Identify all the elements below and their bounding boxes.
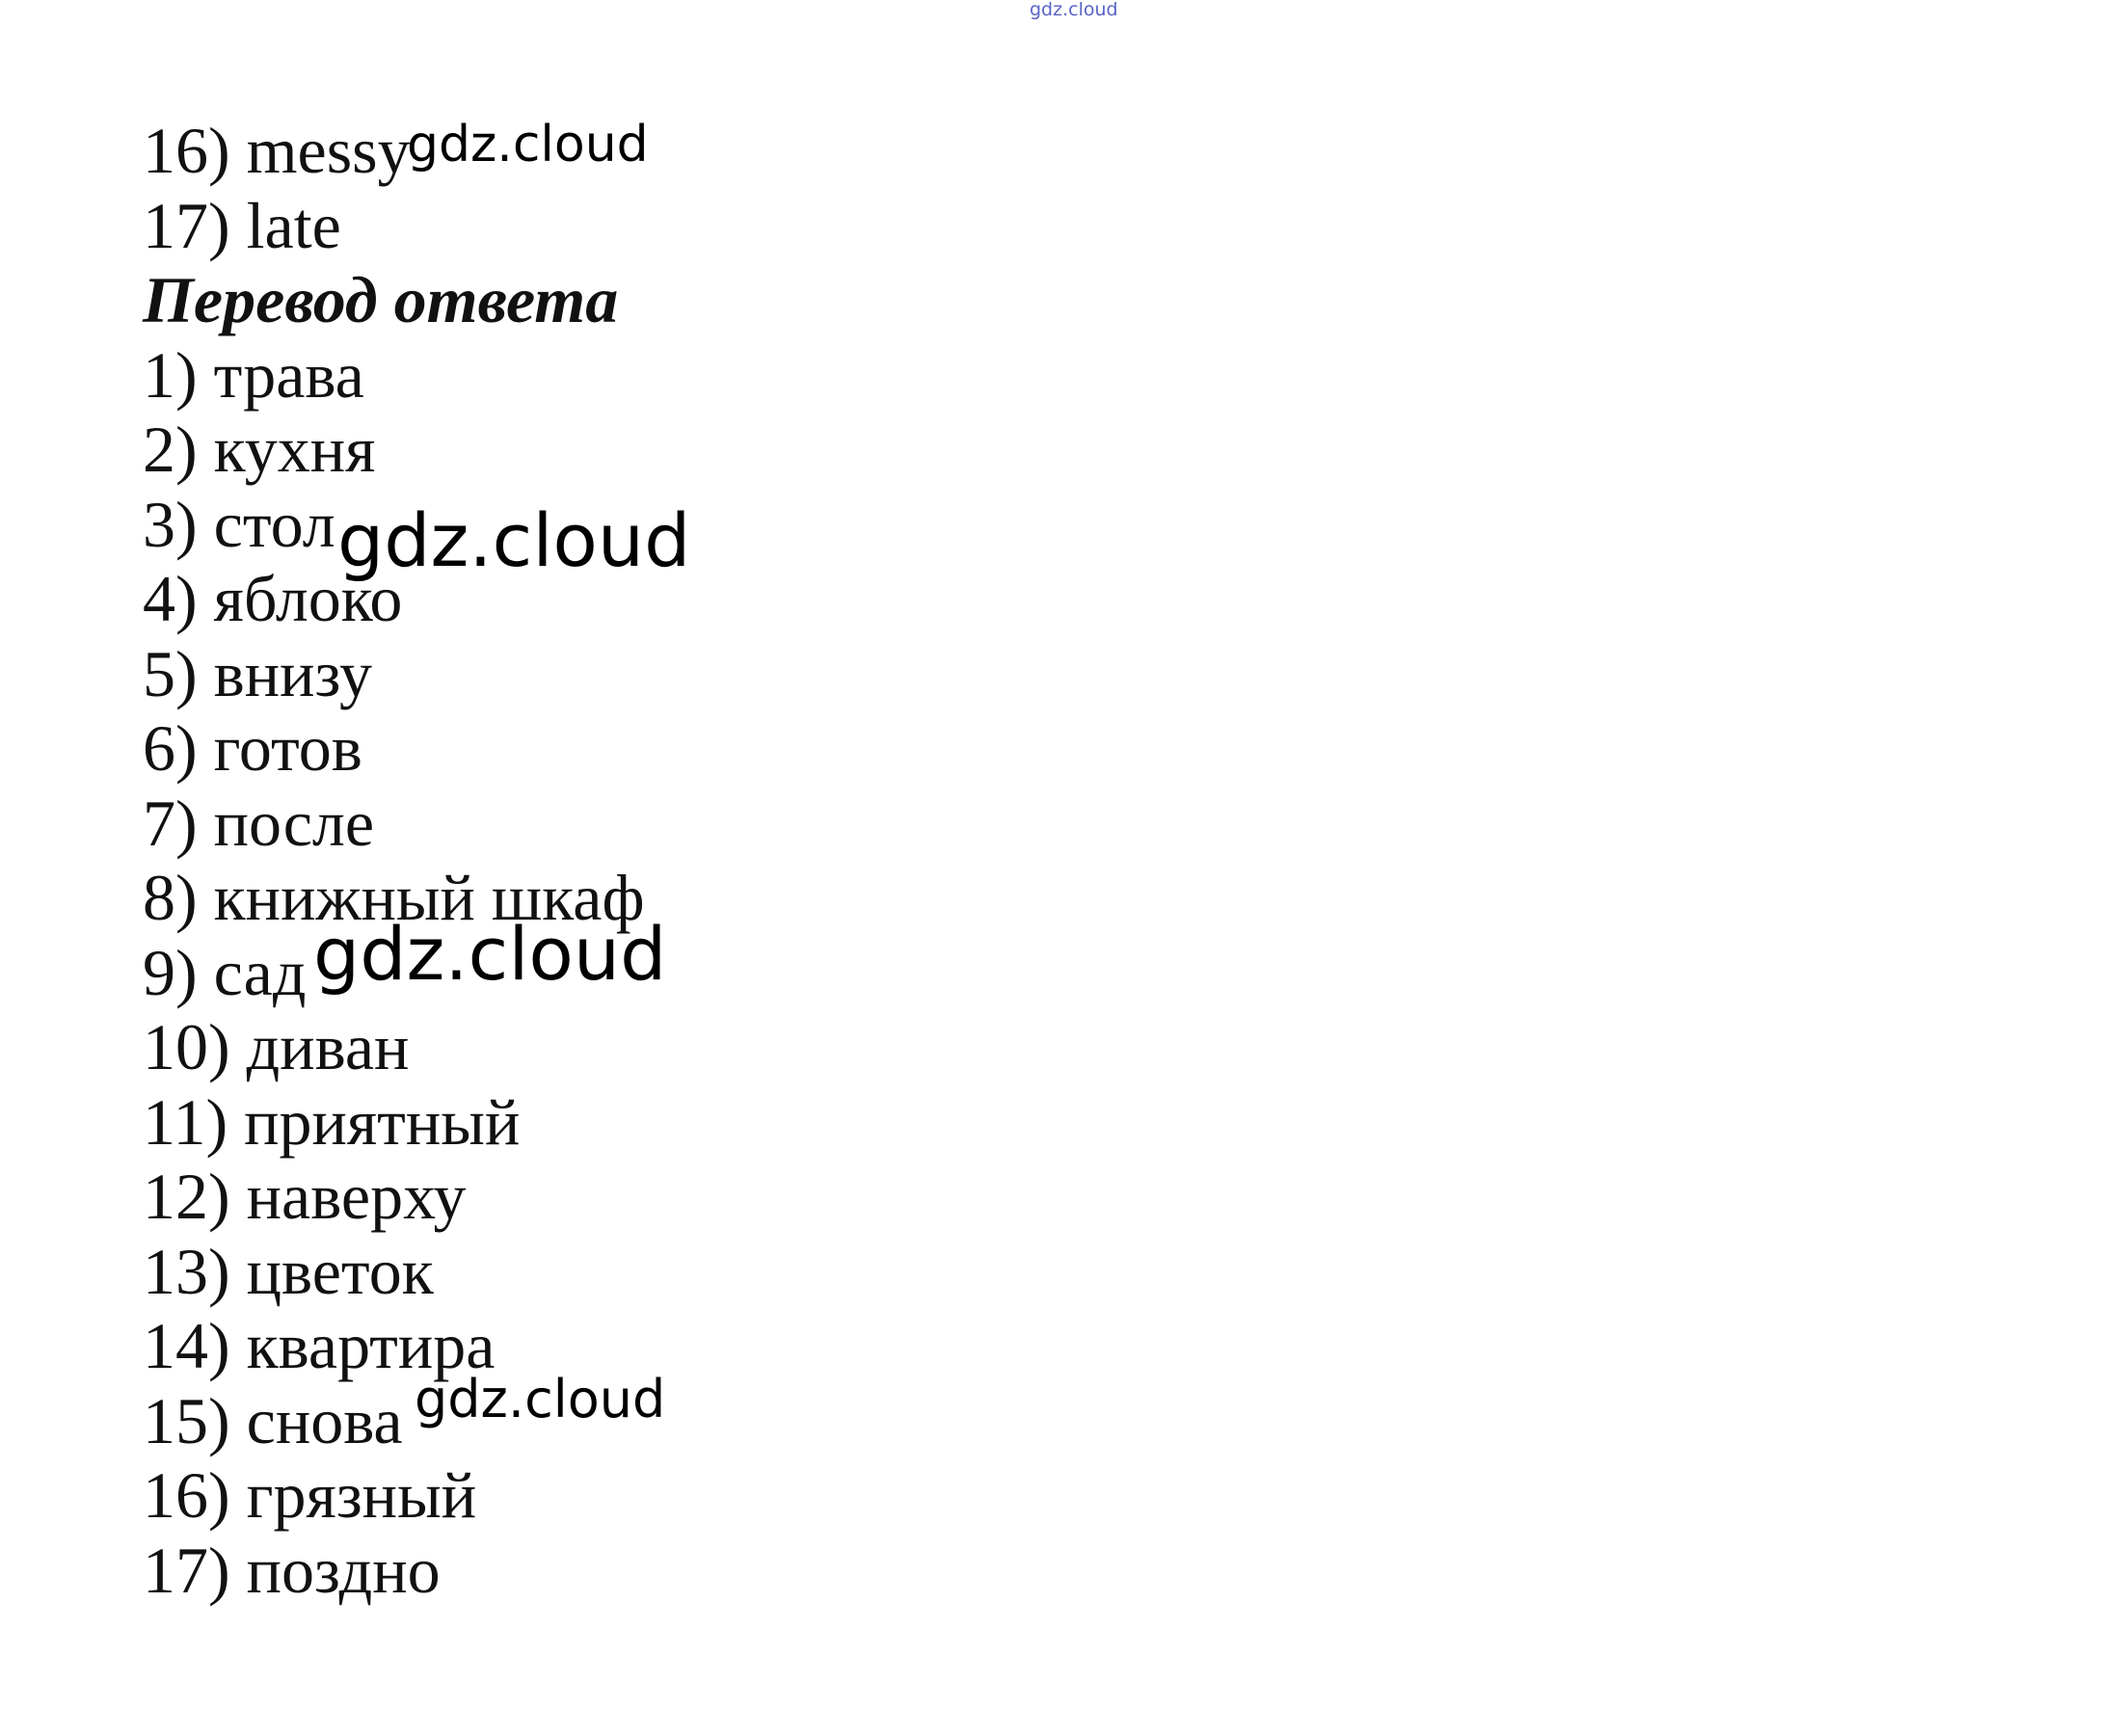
- watermark-top: gdz.cloud: [1030, 0, 1118, 20]
- answer-line-ru-10: 10) диван: [143, 1010, 410, 1083]
- answer-line-ru-15: 15) снова: [143, 1383, 403, 1457]
- answer-line-en-17: 17) late: [143, 188, 341, 262]
- watermark: gdz.cloud: [415, 1369, 666, 1429]
- answer-line-ru-4: 4) яблоко: [143, 562, 403, 635]
- answer-line-ru-6: 6) готов: [143, 711, 362, 785]
- watermark: gdz.cloud: [407, 116, 649, 174]
- answer-line-ru-9: 9) сад: [143, 935, 307, 1009]
- answer-line-ru-13: 13) цветок: [143, 1234, 434, 1308]
- answer-line-ru-7: 7) после: [143, 786, 375, 860]
- answer-line-ru-17: 17) поздно: [143, 1533, 441, 1607]
- watermark: gdz.cloud: [313, 911, 667, 997]
- answer-line-ru-8: 8) книжный шкаф: [143, 861, 645, 934]
- answer-line-ru-5: 5) внизу: [143, 636, 372, 710]
- answer-line-en-16: 16) messy: [143, 114, 411, 187]
- watermark: gdz.cloud: [337, 497, 691, 583]
- answer-line-ru-16: 16) грязный: [143, 1458, 477, 1532]
- answer-line-ru-3: 3) стол: [143, 487, 335, 561]
- answer-line-ru-2: 2) кухня: [143, 413, 376, 486]
- section-heading: Перевод ответа: [143, 263, 619, 336]
- answer-line-ru-11: 11) приятный: [143, 1084, 521, 1159]
- answer-line-ru-1: 1) трава: [143, 337, 364, 412]
- answer-line-ru-14: 14) квартира: [143, 1309, 496, 1382]
- answer-line-ru-12: 12) наверху: [143, 1160, 467, 1233]
